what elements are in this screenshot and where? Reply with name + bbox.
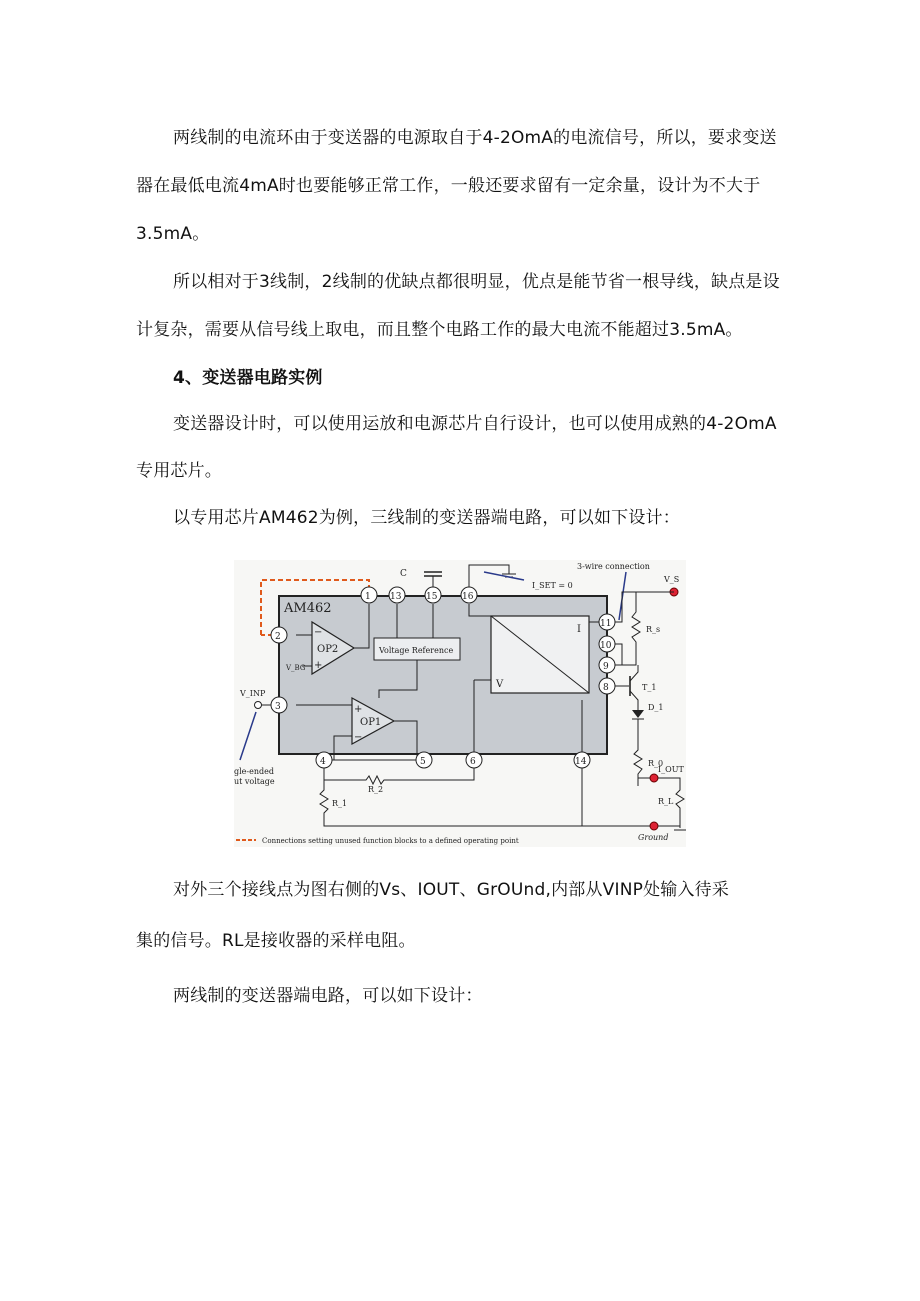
svg-text:ut voltage: ut voltage xyxy=(234,777,275,786)
pin-11 xyxy=(599,614,615,630)
pin-16 xyxy=(461,587,477,603)
svg-text:D_1: D_1 xyxy=(648,703,664,712)
svg-text:+: + xyxy=(354,704,363,715)
svg-text:I_OUT: I_OUT xyxy=(658,765,684,774)
svg-text:11: 11 xyxy=(600,619,612,629)
svg-text:R_0: R_0 xyxy=(648,759,664,768)
svg-text:9: 9 xyxy=(603,662,609,672)
svg-text:8: 8 xyxy=(603,683,609,693)
svg-text:gle-ended: gle-ended xyxy=(234,767,274,776)
paragraph-1-line-3: 3.5mA。 xyxy=(136,224,210,244)
svg-text:R_L: R_L xyxy=(658,797,674,806)
svg-text:15: 15 xyxy=(426,592,438,602)
paragraph-2-line-2: 计复杂，需要从信号线上取电，而且整个电路工作的最大电流不能超过3.5mA。 xyxy=(136,320,743,340)
svg-text:10: 10 xyxy=(600,641,612,651)
vinp-terminal xyxy=(255,702,262,709)
svg-text:R_2: R_2 xyxy=(368,785,384,794)
svg-text:3-wire connection: 3-wire connection xyxy=(577,562,650,571)
pin-5 xyxy=(416,752,432,768)
pin-3 xyxy=(271,697,287,713)
svg-text:OP1: OP1 xyxy=(360,717,382,728)
svg-text:V_S: V_S xyxy=(664,575,680,584)
svg-text:2: 2 xyxy=(275,632,281,642)
iout-terminal xyxy=(650,774,658,782)
pin-4 xyxy=(316,752,332,768)
svg-text:R_s: R_s xyxy=(646,625,661,634)
svg-text:3: 3 xyxy=(275,702,281,712)
svg-text:14: 14 xyxy=(575,757,587,767)
svg-text:4: 4 xyxy=(320,757,326,767)
svg-text:6: 6 xyxy=(470,757,476,767)
pin-13 xyxy=(389,587,405,603)
svg-text:16: 16 xyxy=(462,592,474,602)
paragraph-1-line-1: 两线制的电流环由于变送器的电源取自于4-2OmA的电流信号，所以，要求变送 xyxy=(173,128,777,148)
svg-text:13: 13 xyxy=(390,592,402,602)
svg-text:Ground: Ground xyxy=(638,833,669,842)
svg-text:I: I xyxy=(577,624,581,635)
svg-text:T_1: T_1 xyxy=(642,683,657,692)
svg-text:−: − xyxy=(314,627,323,638)
svg-text:+: + xyxy=(314,660,323,671)
pin-2 xyxy=(271,627,287,643)
paragraph-6: 两线制的变送器端电路，可以如下设计： xyxy=(173,986,483,1006)
svg-text:V: V xyxy=(496,679,504,690)
paragraph-1-line-2: 器在最低电流4mA时也要能够正常工作，一般还要求留有一定余量，设计为不大于 xyxy=(136,176,761,196)
am462-circuit-figure xyxy=(234,560,686,847)
svg-text:1: 1 xyxy=(365,592,371,602)
paragraph-5-line-2: 集的信号。RL是接收器的采样电阻。 xyxy=(136,931,416,951)
pin-8 xyxy=(599,678,615,694)
pin-1 xyxy=(361,587,377,603)
pin-6 xyxy=(466,752,482,768)
legend-text: Connections setting unused function blocks to a defined operating point xyxy=(262,837,519,845)
section-heading: 4、变送器电路实例 xyxy=(173,368,323,388)
paragraph-3-line-1: 变送器设计时，可以使用运放和电源芯片自行设计，也可以使用成熟的4-2OmA xyxy=(173,414,777,434)
paragraph-2-line-1: 所以相对于3线制，2线制的优缺点都很明显，优点是能节省一根导线，缺点是设 xyxy=(173,272,780,292)
pin-10 xyxy=(599,636,615,652)
pin-14 xyxy=(574,752,590,768)
paragraph-5-line-1: 对外三个接线点为图右侧的Vs、IOUT、GrOUnd,内部从VINP处输入待采 xyxy=(173,880,730,900)
paragraph-3-line-2: 专用芯片。 xyxy=(136,461,222,481)
svg-text:C: C xyxy=(400,569,407,579)
svg-text:V_BG: V_BG xyxy=(286,664,306,672)
svg-text:V_INP: V_INP xyxy=(240,689,266,698)
paragraph-4: 以专用芯片AM462为例，三线制的变送器端电路，可以如下设计： xyxy=(173,508,680,528)
svg-text:Voltage Reference: Voltage Reference xyxy=(379,646,454,655)
svg-text:R_1: R_1 xyxy=(332,799,348,808)
pin-9 xyxy=(599,657,615,673)
ground-terminal xyxy=(650,822,658,830)
svg-text:5: 5 xyxy=(420,757,426,767)
pin-15 xyxy=(425,587,441,603)
svg-text:I_SET = 0: I_SET = 0 xyxy=(532,581,573,590)
svg-text:OP2: OP2 xyxy=(317,644,339,655)
chip-name: AM462 xyxy=(284,601,332,616)
svg-text:−: − xyxy=(354,732,363,743)
